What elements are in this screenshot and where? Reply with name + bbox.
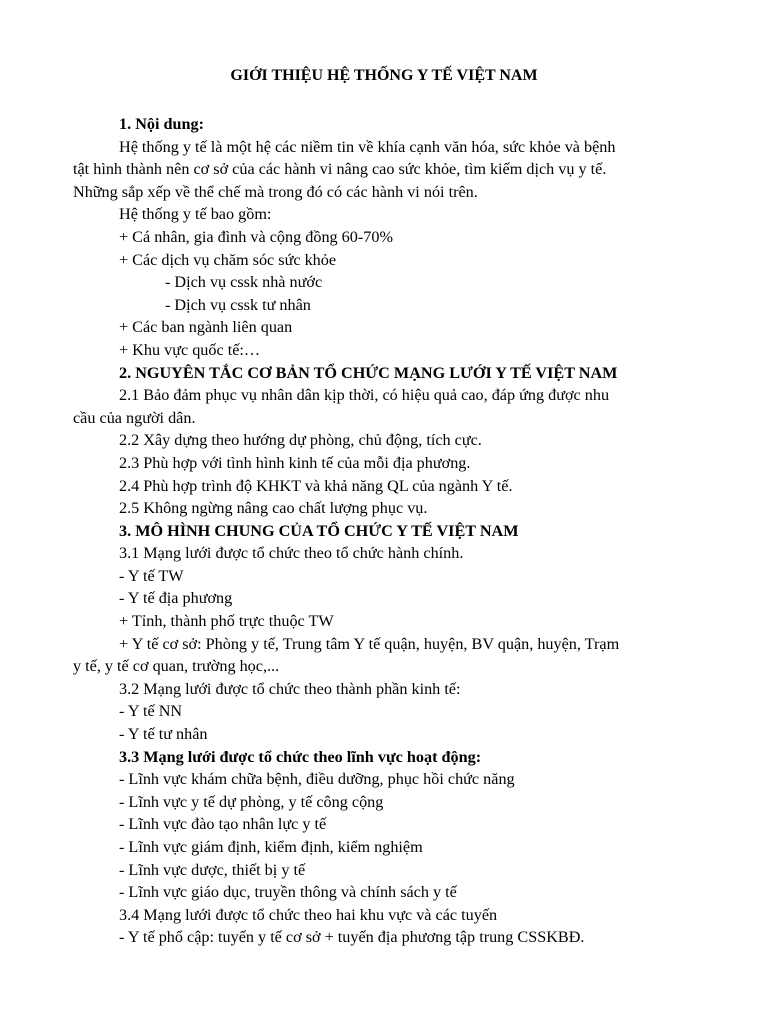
text-line: 3.2 Mạng lưới được tổ chức theo thành phần kinh tế: [119, 679, 461, 698]
text-line: 2.5 Không ngừng nâng cao chất lượng phục vụ. [119, 499, 428, 518]
text-line: tật hình thành nên cơ sở của các hành vi nâng cao sức khỏe, tìm kiếm dịch vụ y tế. [73, 160, 607, 179]
section-heading: 2. NGUYÊN TẮC CƠ BẢN TỔ CHỨC MẠNG LƯỚI Y TẾ VIỆT NAM [119, 363, 618, 382]
text-line: y tế, y tế cơ quan, trường học,... [73, 657, 280, 676]
text-line: + Cá nhân, gia đình và cộng đồng 60-70% [119, 227, 393, 246]
text-line: + Các ban ngành liên quan [119, 318, 293, 337]
text-line: 2.2 Xây dựng theo hướng dự phòng, chủ động, tích cực. [119, 431, 482, 450]
text-line: - Dịch vụ cssk nhà nước [165, 273, 323, 292]
text-line: - Dịch vụ cssk tư nhân [165, 295, 311, 314]
text-line: - Lĩnh vực giám định, kiểm định, kiểm nghiệm [119, 838, 423, 856]
text-line: + Y tế cơ sở: Phòng y tế, Trung tâm Y tế quận, huyện, BV quận, huyện, Trạm [119, 634, 620, 653]
document-body [73, 113, 695, 949]
text-line: - Y tế NN [119, 702, 183, 721]
text-line: - Lĩnh vực y tế dự phòng, y tế công cộng [119, 792, 384, 811]
text-line: + Các dịch vụ chăm sóc sức khỏe [119, 250, 337, 269]
text-line: - Lĩnh vực dược, thiết bị y tế [119, 860, 306, 879]
section-heading: 3.3 Mạng lưới được tổ chức theo lĩnh vực hoạt động: [119, 747, 482, 766]
text-line: cầu của người dân. [73, 408, 196, 427]
text-line: - Lĩnh vực khám chữa bệnh, điều dưỡng, phục hồi chức năng [119, 770, 515, 789]
section-heading: 1. Nội dung: [119, 115, 205, 133]
text-line: 2.3 Phù hợp với tình hình kinh tế của mỗi địa phương. [119, 453, 471, 472]
text-line: 3.1 Mạng lưới được tổ chức theo tổ chức hành chính. [119, 544, 464, 563]
text-line: - Y tế địa phương [119, 589, 233, 608]
text-line: - Lĩnh vực đào tạo nhân lực y tế [119, 815, 327, 834]
text-line: Hệ thống y tế bao gồm: [119, 205, 272, 224]
text-line: - Y tế phổ cập: tuyến y tế cơ sở + tuyến địa phương tập trung CSSKBĐ. [119, 928, 585, 947]
text-line: Hệ thống y tế là một hệ các niềm tin về khía cạnh văn hóa, sức khỏe và bệnh [119, 137, 616, 156]
text-line: - Y tế TW [119, 566, 184, 585]
text-line: + Tỉnh, thành phố trực thuộc TW [119, 612, 334, 631]
text-line: 2.4 Phù hợp trình độ KHKT và khả năng QL của ngành Y tế. [119, 476, 513, 495]
document-title: GIỚI THIỆU HỆ THỐNG Y TẾ VIỆT NAM [230, 67, 538, 84]
text-line: 2.1 Bảo đảm phục vụ nhân dân kịp thời, có hiệu quả cao, đáp ứng được nhu [119, 386, 610, 405]
text-line: - Y tế tư nhân [119, 725, 208, 744]
text-line: 3.4 Mạng lưới được tổ chức theo hai khu vực và các tuyến [119, 905, 498, 924]
section-heading: 3. MÔ HÌNH CHUNG CỦA TỔ CHỨC Y TẾ VIỆT NAM [119, 521, 519, 540]
text-line: + Khu vực quốc tế:… [119, 340, 261, 359]
text-line: Những sắp xếp về thể chế mà trong đó có các hành vi nói trên. [73, 182, 478, 201]
text-line: - Lĩnh vực giáo dục, truyền thông và chính sách y tế [119, 883, 457, 902]
